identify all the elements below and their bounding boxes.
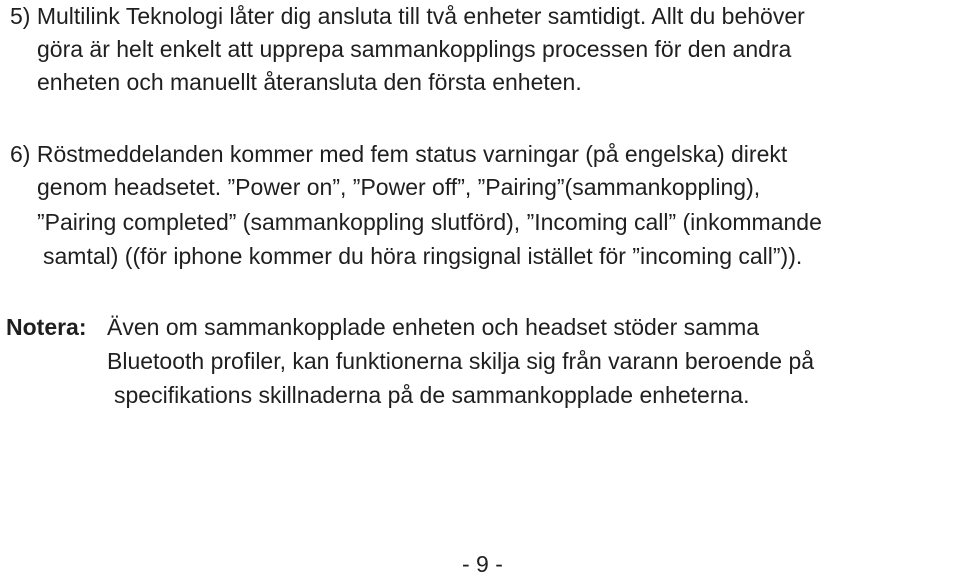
section-6-line-3: ”Pairing completed” (sammankoppling slutförd), ”Incoming call” (inkommande bbox=[37, 209, 822, 235]
section-6-line-4: samtal) ((för iphone kommer du höra ringsignal istället för ”incoming call”)). bbox=[43, 243, 803, 269]
section-6-line-2: genom headsetet. ”Power on”, ”Power off”, ”Pairing”(sammankoppling), bbox=[37, 174, 761, 200]
section-5-line-3: enheten och manuellt återansluta den första enheten. bbox=[37, 69, 582, 95]
section-5-line-1: 5) Multilink Teknologi låter dig ansluta till två enheter samtidigt. Allt du behöver bbox=[10, 3, 805, 29]
note-label: Notera: bbox=[6, 314, 87, 340]
section-5-line-2: göra är helt enkelt att upprepa sammankopplings processen för den andra bbox=[37, 36, 792, 62]
note-line-1: Även om sammankopplade enheten och headset stöder samma bbox=[107, 314, 760, 340]
page-number: - 9 - bbox=[462, 551, 503, 577]
section-6-line-1: 6) Röstmeddelanden kommer med fem status varningar (på engelska) direkt bbox=[10, 141, 788, 167]
note-line-2: Bluetooth profiler, kan funktionerna skilja sig från varann beroende på bbox=[107, 348, 815, 374]
note-line-3: specifikations skillnaderna på de sammankopplade enheterna. bbox=[114, 382, 750, 408]
